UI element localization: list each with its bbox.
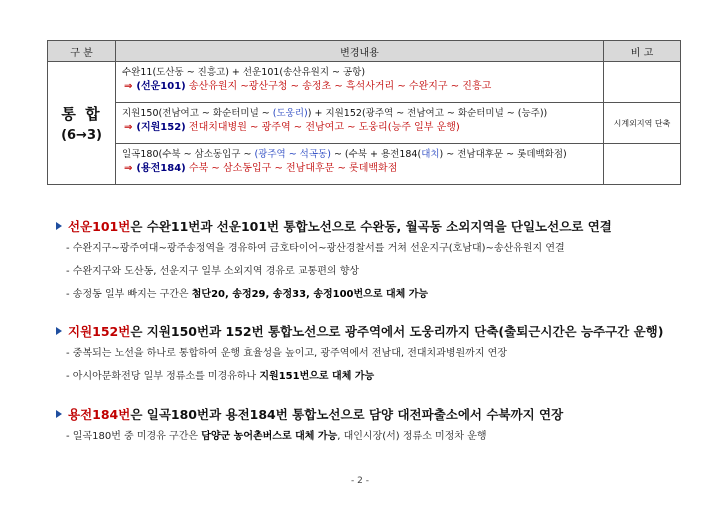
table-row — [48, 144, 681, 185]
section-jiwon152 — [56, 323, 696, 384]
section-heading — [56, 406, 696, 424]
section-heading — [56, 323, 696, 341]
list-item — [66, 288, 696, 302]
item-text: - 일곡180번 중 미경유 구간은 — [66, 431, 202, 442]
item-text: - 송정동 일부 빠지는 구간은 — [66, 289, 192, 300]
original-part: 지원150(전남여고 ~ 화순터미널 ~ — [122, 108, 273, 119]
header-changes: 변경내용 — [116, 41, 604, 62]
new-route-name: (용전184) — [136, 163, 186, 174]
original-routes — [122, 107, 603, 120]
list-item: - 수완지구~광주여대~광주송정역을 경유하여 금호타이어~광산경찰서를 거쳐 선운지구(호남대)~송산유원지 연결 — [66, 243, 565, 254]
original-routes — [122, 148, 603, 161]
new-route-name: (지원152) — [136, 122, 186, 133]
category-cell — [48, 62, 116, 185]
list-item: - 수완지구와 도산동, 선운지구 일부 소외지역 경유로 교통편의 향상 — [66, 266, 360, 277]
original-part-highlight: (도웅리) — [272, 108, 308, 119]
new-route-line — [122, 79, 603, 94]
category-count: (6→3) — [61, 128, 102, 143]
item-bold-text: 담양군 농어촌버스로 대체 가능 — [201, 431, 338, 442]
original-part: ) + 지원152(광주역 ~ 전남여고 ~ 화순터미널 ~ (능주)) — [307, 108, 548, 119]
list-item: - 중복되는 노선을 하나로 통합하여 운행 효율성을 높이고, 광주역에서 전남대, 전대치과병원까지 연장 — [66, 348, 507, 359]
header-remarks: 비 고 — [604, 41, 681, 62]
remark-cell — [604, 144, 681, 185]
route-name: 용전184번 — [68, 407, 131, 422]
arrow-icon: ⇒ — [124, 163, 133, 174]
original-part: 일곡180(수북 ~ 삼소동입구 ~ — [122, 149, 255, 160]
header-category: 구 분 — [48, 41, 116, 62]
new-route-path: 수북 ~ 삼소동입구 ~ 전남대후문 ~ 롯데백화점 — [188, 163, 398, 174]
original-part: ~ (수북 + 용전184( — [330, 149, 422, 160]
change-content-cell — [116, 103, 604, 144]
heading-text: 은 수완11번과 선운101번 통합노선으로 수완동, 월곡동 소외지역을 단일노선으로 연결 — [130, 219, 612, 234]
route-change-table — [47, 40, 681, 185]
category-title: 통 합 — [61, 105, 102, 123]
heading-text: 은 지원150번과 152번 통합노선으로 광주역에서 도웅리까지 단축(출퇴근시간은 능주구간 운행) — [130, 324, 664, 339]
table-header-row — [48, 41, 681, 62]
new-route-line — [122, 161, 603, 176]
change-content-cell — [116, 62, 604, 103]
original-routes: 수완11(도산동 ~ 진흥고) + 선운101(송산유원지 ~ 공항) — [122, 67, 366, 78]
item-bold-text: 첨단20, 송정29, 송정33, 송정100번으로 대체 가능 — [191, 289, 429, 300]
original-part-highlight: (광주역 ~ 석곡동) — [254, 149, 331, 160]
list-item — [66, 370, 696, 384]
arrow-icon: ⇒ — [124, 81, 133, 92]
section-heading — [56, 218, 696, 236]
original-part-highlight: 대치 — [421, 149, 440, 160]
new-route-path: 전대치대병원 ~ 광주역 ~ 전남여고 ~ 도웅리(능주 일부 운행) — [188, 122, 460, 133]
table-row — [48, 62, 681, 103]
original-part: ) ~ 전남대후문 ~ 롯데백화점) — [439, 149, 567, 160]
item-bold-text: 지원151번으로 대체 가능 — [259, 371, 375, 382]
bullet-triangle-icon — [56, 410, 62, 418]
route-name: 지원152번 — [68, 324, 131, 339]
route-name: 선운101번 — [68, 219, 131, 234]
new-route-name: (선운101) — [136, 81, 186, 92]
arrow-icon: ⇒ — [124, 122, 133, 133]
item-tail-text: , 대인시장(서) 정류소 미정차 운행 — [337, 431, 487, 442]
page-number: - 2 - — [351, 476, 369, 486]
new-route-line — [122, 120, 603, 135]
section-sunwoon101 — [56, 218, 696, 302]
bullet-triangle-icon — [56, 327, 62, 335]
section-yongjeon184 — [56, 406, 696, 444]
heading-text: 은 일곡180번과 용전184번 통합노선으로 담양 대전파출소에서 수북까지 연장 — [130, 407, 564, 422]
change-content-cell — [116, 144, 604, 185]
item-text: - 아시아문화전당 일부 정류소를 미경유하나 — [66, 371, 260, 382]
remark-cell — [604, 62, 681, 103]
list-item — [66, 430, 696, 444]
new-route-path: 송산유원지 ~광산구청 ~ 송정초 ~ 흑석사거리 ~ 수완지구 ~ 진흥고 — [188, 81, 492, 92]
table-row — [48, 103, 681, 144]
remark-cell: 시계외지역 단축 — [604, 103, 681, 144]
bullet-triangle-icon — [56, 222, 62, 230]
